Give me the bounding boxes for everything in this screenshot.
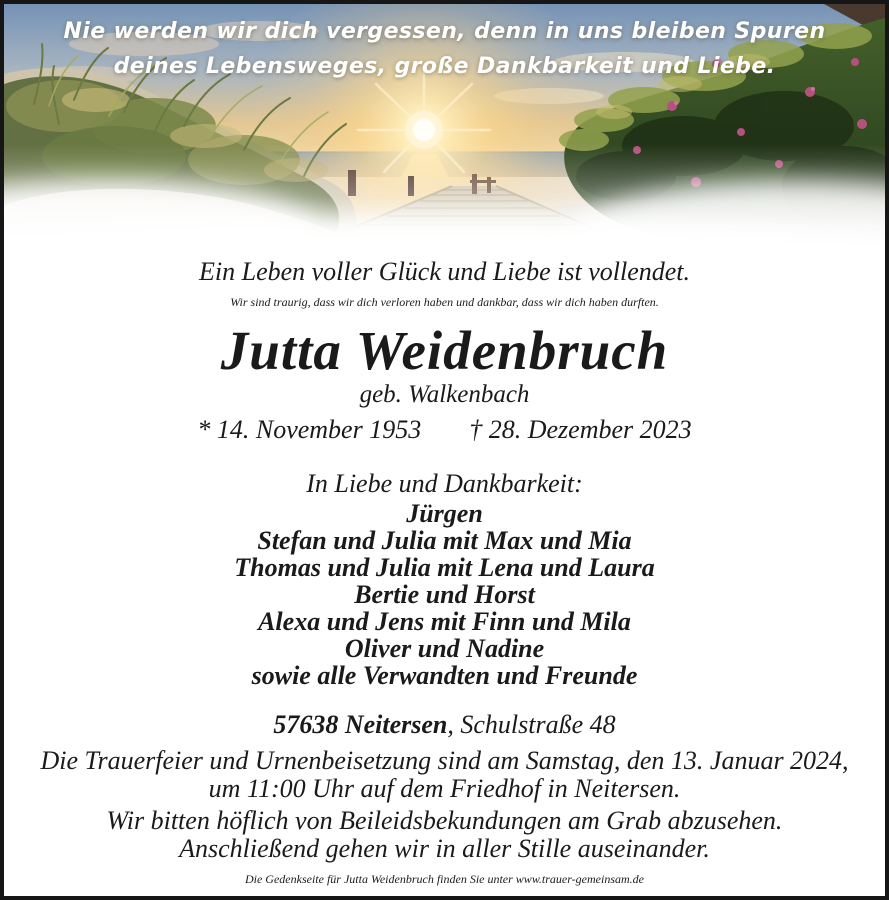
condolence-line1: Wir bitten höflich von Beileidsbekundungen am Grab abzusehen. — [106, 806, 783, 835]
photo-quote-line1: Nie werden wir dich vergessen, denn in uns bleiben Spuren — [63, 19, 826, 44]
funeral-line1: Die Trauerfeier und Urnenbeisetzung sind am Samstag, den 13. Januar 2024, — [40, 746, 849, 775]
mourner-line: Thomas und Julia mit Lena und Laura — [234, 553, 655, 582]
mourner-line: Jürgen — [406, 499, 483, 528]
mourner-line: Oliver und Nadine — [344, 634, 545, 663]
photo-quote — [4, 14, 885, 84]
mourner-line: Stefan und Julia mit Max und Mia — [257, 526, 632, 555]
birth-date: * 14. November 1953 — [197, 415, 422, 444]
mourners-list — [4, 500, 885, 689]
maiden-name: geb. Walkenbach — [359, 381, 530, 408]
condolence-info — [4, 807, 885, 863]
life-dates — [4, 416, 885, 444]
memorial-page-note: Die Gedenkseite für Jutta Weidenbruch finden Sie unter www.trauer-gemeinsam.de — [244, 872, 644, 886]
address-line — [4, 711, 885, 739]
mourner-line: Alexa und Jens mit Finn und Mila — [258, 607, 631, 636]
funeral-info — [4, 747, 885, 803]
address-street: , Schulstraße 48 — [447, 710, 616, 739]
photo-quote-line2: deines Lebensweges, große Dankbarkeit und Liebe. — [113, 54, 776, 79]
sun-core — [413, 119, 435, 141]
deceased-name: Jutta Weidenbruch — [220, 320, 669, 381]
memorial-photo — [4, 4, 885, 250]
mourners-heading: In Liebe und Dankbarkeit: — [306, 469, 583, 498]
address-city: 57638 Neitersen — [273, 710, 448, 739]
intro-line1: Ein Leben voller Glück und Liebe ist vollendet. — [199, 257, 690, 286]
funeral-line2: um 11:00 Uhr auf dem Friedhof in Neitersen. — [208, 774, 681, 803]
mourner-line: sowie alle Verwandten und Freunde — [251, 661, 638, 690]
intro-line2: Wir sind traurig, dass wir dich verloren haben und dankbar, dass wir dich haben durften. — [230, 295, 659, 309]
mourner-line: Bertie und Horst — [354, 580, 535, 609]
obituary-content — [4, 258, 885, 892]
death-date: † 28. Dezember 2023 — [469, 415, 692, 444]
condolence-line2: Anschließend gehen wir in aller Stille auseinander. — [179, 834, 710, 863]
